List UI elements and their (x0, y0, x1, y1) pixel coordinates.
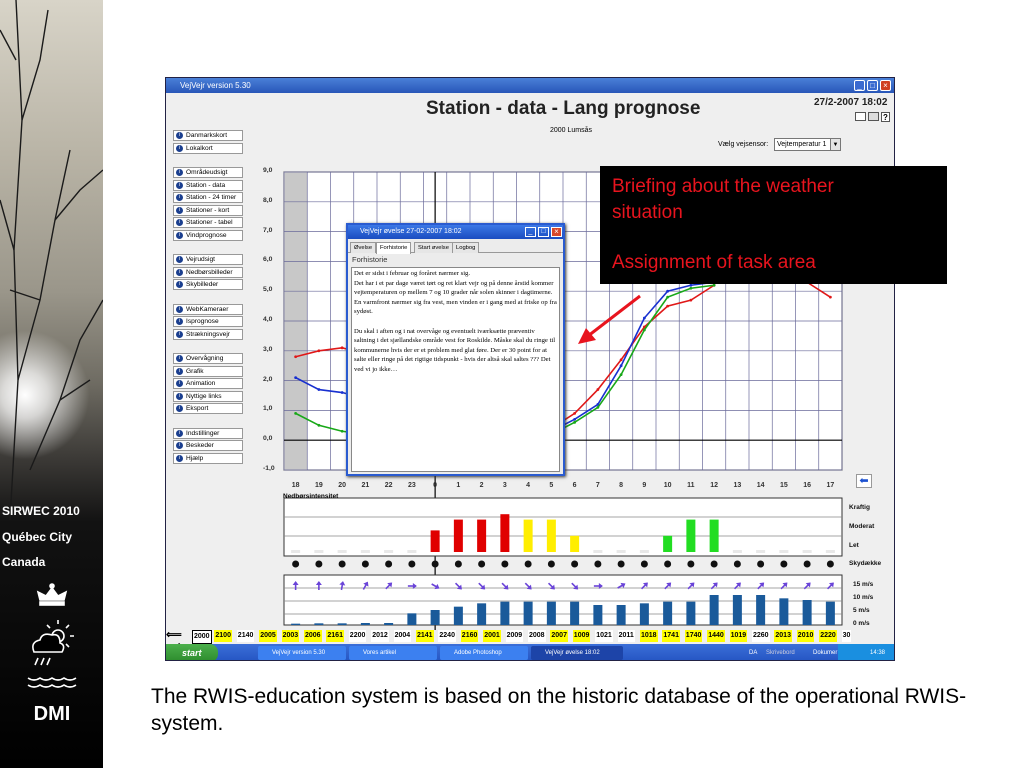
x-tick-label: 8 (619, 482, 624, 489)
year-button[interactable]: 2220 (819, 630, 837, 642)
info-icon: i (176, 405, 183, 412)
precip-bar (500, 514, 509, 552)
year-button[interactable]: 2005 (259, 630, 277, 642)
year-button[interactable]: 2141 (416, 630, 434, 642)
x-tick-label: 15 (779, 482, 788, 489)
precip-bar (710, 520, 719, 552)
station-name: 2000 Lumsås (550, 127, 593, 134)
precip-bar (291, 550, 300, 553)
exercise-dialog (346, 223, 565, 476)
series-point (294, 412, 297, 415)
wind-bar (779, 598, 788, 625)
precip-bar (756, 550, 765, 553)
briefing-textarea[interactable] (351, 267, 560, 472)
tab-start-oevelse[interactable]: Start øvelse (414, 242, 453, 253)
series-point (689, 299, 692, 302)
precip-bar (803, 550, 812, 553)
taskbar-item[interactable]: VejVejr version 5.30 (258, 646, 346, 660)
minimize-icon[interactable]: _ (854, 80, 865, 91)
y-tick-label: 5,0 (263, 286, 273, 294)
series-point (341, 430, 344, 433)
x-tick-label: 18 (291, 482, 300, 489)
cloud-cover-symbol (687, 561, 694, 568)
taskbar-item[interactable]: Adobe Photoshop (440, 646, 528, 660)
wind-bar (314, 623, 323, 625)
year-button[interactable]: 2000 (192, 630, 212, 644)
x-tick-label: 2 (479, 482, 484, 489)
year-button[interactable]: 2004 (394, 630, 412, 642)
cloud-cover-symbol (827, 561, 834, 568)
annotation-box (600, 166, 947, 284)
precip-bar (617, 550, 626, 553)
wind-bar (454, 607, 463, 625)
sidebar-item-label: Overvågning (186, 355, 224, 362)
x-tick-label: 13 (733, 482, 742, 489)
cloud-cover-symbol (525, 561, 532, 568)
cloud-cover-symbol (478, 561, 485, 568)
series-point (596, 406, 599, 409)
windows-taskbar (166, 644, 894, 661)
info-icon: i (176, 232, 183, 239)
y-tick-label: 3,0 (263, 345, 273, 353)
wind-bar (477, 603, 486, 625)
info-icon: i (176, 194, 183, 201)
info-icon: i (176, 430, 183, 437)
year-button[interactable]: 30 (842, 630, 852, 642)
wind-bar (640, 603, 649, 625)
year-button[interactable]: 1741 (662, 630, 680, 642)
x-tick-label: 17 (826, 482, 835, 489)
precip-bar (314, 550, 323, 553)
cloud-cover-symbol (664, 561, 671, 568)
precip-bar (361, 550, 370, 553)
x-tick-label: 14 (756, 482, 765, 489)
info-icon: i (176, 132, 183, 139)
wind-bar (593, 605, 602, 625)
precip-bar (826, 550, 835, 553)
wind-bar (431, 610, 440, 625)
start-label: start (182, 648, 202, 658)
series-point (294, 376, 297, 379)
sidebar-item-label: Stationer - tabel (186, 219, 233, 226)
sensor-label: Vælg vejsensor: (718, 141, 769, 148)
sidebar-item-label: WebKameraer (186, 305, 229, 313)
sidebar-item-label: Nedbørsbilleder (186, 268, 233, 276)
dialog-close-icon[interactable]: × (551, 227, 562, 237)
maximize-icon[interactable]: □ (867, 80, 878, 91)
series-point (620, 364, 623, 367)
sidebar-item-label: Grafik (186, 367, 204, 375)
dialog-subtitle: Forhistorie (352, 255, 388, 264)
annotation-briefing: Briefing about the weather situation (612, 176, 834, 223)
x-tick-label: 23 (407, 482, 416, 489)
cloud-cover-symbol (385, 561, 392, 568)
cloud-cover-symbol (757, 561, 764, 568)
cloud-cover-symbol (432, 561, 439, 568)
tray-documents[interactable]: Dokumer (813, 650, 838, 656)
year-button[interactable]: 2240 (438, 630, 456, 642)
year-button[interactable]: 1009 (573, 630, 591, 642)
precip-bar (524, 520, 533, 552)
precip-bar (733, 550, 742, 553)
cloud-cover-symbol (804, 561, 811, 568)
clock-time: 14:38 (870, 650, 886, 656)
series-point (689, 284, 692, 287)
sidebar-item-label: Vindprognose (186, 231, 227, 239)
year-button[interactable]: 1018 (640, 630, 658, 642)
precip-bar (384, 550, 393, 553)
x-tick-label: 21 (361, 482, 370, 489)
x-tick-label: 3 (502, 482, 507, 489)
sidebar-item-label: Station - data (186, 181, 226, 189)
wind-level-15: 15 m/s (853, 581, 874, 588)
sidebar-item-label: Indstillinger (186, 429, 220, 437)
annotation-assignment: Assignment of task area (612, 252, 816, 273)
sidebar-item-label: Stationer - kort (186, 206, 230, 214)
wind-level-5: 5 m/s (853, 607, 870, 614)
system-clock (838, 644, 894, 661)
wind-bar (733, 595, 742, 625)
conference-name: SIRWEC 2010 (2, 504, 80, 518)
info-icon: i (176, 269, 183, 276)
info-icon: i (176, 145, 183, 152)
info-icon: i (176, 182, 183, 189)
help-icon[interactable]: ? (881, 112, 890, 122)
tree-silhouette (0, 0, 103, 520)
dialog-titlebar (348, 225, 563, 239)
year-button[interactable]: 2003 (282, 630, 300, 642)
y-tick-label: 1,0 (263, 405, 273, 413)
info-icon: i (176, 256, 183, 263)
taskbar-item[interactable]: VejVejr øvelse 18:02 (531, 646, 623, 660)
slide-caption: The RWIS-education system is based on the historic database of the operational RWIS-system. (151, 685, 967, 735)
taskbar-item[interactable]: Vores artikel (349, 646, 437, 660)
precip-bar (547, 520, 556, 552)
info-icon: i (176, 368, 183, 375)
y-tick-label: 7,0 (263, 226, 273, 234)
series-point (341, 346, 344, 349)
year-button[interactable]: 1440 (707, 630, 725, 642)
cloud-cover-symbol (408, 561, 415, 568)
cloud-cover-symbol (548, 561, 555, 568)
briefing-paragraph: Du skal i aften og i nat overvåge og eventuelt iværksætte præventiv saltning i det sjællandske område vest for Roskilde. Måske skal du ringe til kommunerne hvis der er et problem med glat føre. Der er 30 point for at salte eller ringe på det rigtige tidspunkt - hvis der altså skal saltes ??? Det ved vi jo ikke… (354, 327, 556, 373)
y-tick-label: 8,0 (263, 196, 273, 204)
cloud-cover-symbol (571, 561, 578, 568)
year-button[interactable]: 2008 (528, 630, 546, 642)
y-tick-label: 2,0 (263, 375, 273, 383)
series-point (666, 296, 669, 299)
wind-bar (710, 595, 719, 625)
slide-sidebar (0, 0, 103, 768)
wind-bar (570, 602, 579, 625)
conference-country: Canada (2, 555, 46, 569)
dialog-maximize-icon[interactable]: □ (538, 227, 549, 237)
sidebar-item-label: Eksport (186, 405, 209, 412)
x-tick-label: 5 (549, 482, 554, 489)
x-tick-label: 9 (642, 482, 647, 489)
series-point (294, 355, 297, 358)
language-indicator: DA (749, 650, 758, 656)
tab-oevelse[interactable]: Øvelse (350, 242, 376, 253)
start-button[interactable] (166, 644, 218, 661)
precip-level-light: Let (849, 542, 859, 549)
series-point (573, 421, 576, 424)
info-icon: i (176, 169, 183, 176)
x-tick-label: 16 (803, 482, 812, 489)
precip-bar (686, 520, 695, 552)
dmi-logo-text: DMI (33, 703, 71, 725)
y-tick-label: 0,0 (263, 435, 273, 443)
series-point (317, 424, 320, 427)
precip-title: Nedbørsintensitet (283, 493, 339, 500)
info-icon: i (176, 207, 183, 214)
series-point (596, 388, 599, 391)
info-icon: i (176, 380, 183, 387)
year-button[interactable]: 2260 (752, 630, 770, 642)
year-button[interactable]: 2009 (506, 630, 524, 642)
wind-bar (384, 623, 393, 625)
app-window (165, 77, 895, 661)
sidebar-item-label: Vejrudsigt (186, 256, 215, 263)
window-title: VejVejr version 5.30 (180, 81, 251, 90)
x-tick-label: 1 (456, 482, 461, 489)
precip-level-moderate: Moderat (849, 523, 875, 530)
sidebar-item-label: Station - 24 timer (186, 194, 237, 201)
sidebar-item-label: Strækningsvejr (186, 330, 230, 338)
wind-bar (500, 602, 509, 625)
year-button[interactable]: 2007 (550, 630, 568, 642)
info-icon: i (176, 331, 183, 338)
x-tick-label: 0 (433, 482, 438, 489)
precip-bar (663, 536, 672, 552)
wind-bar (524, 602, 533, 625)
y-tick-label: -1,0 (263, 465, 275, 472)
year-button[interactable]: 2140 (237, 630, 255, 642)
cloud-cover-symbol (780, 561, 787, 568)
sidebar-item-label: Isprognose (186, 318, 219, 325)
series-point (317, 388, 320, 391)
y-tick-label: 9,0 (263, 167, 273, 174)
precip-panel (284, 498, 842, 556)
tray-desktop[interactable]: Skrivebord (766, 650, 795, 656)
precip-bar (779, 550, 788, 553)
chevron-down-icon[interactable]: ▼ (830, 138, 841, 151)
wind-level-0: 0 m/s (853, 620, 870, 627)
tab-forhistorie[interactable]: Forhistorie (376, 242, 411, 254)
cloud-cover-symbol (641, 561, 648, 568)
dialog-minimize-icon[interactable]: _ (525, 227, 536, 237)
series-point (317, 349, 320, 352)
cloud-cover-symbol (711, 561, 718, 568)
tab-logbog[interactable]: Logbog (452, 242, 479, 253)
cloud-cover-symbol (315, 561, 322, 568)
year-button[interactable]: 1019 (730, 630, 748, 642)
x-tick-label: 20 (338, 482, 347, 489)
wind-bar (547, 602, 556, 625)
series-point (620, 358, 623, 361)
year-button[interactable]: 2200 (349, 630, 367, 642)
precip-bar (431, 530, 440, 552)
y-tick-label: 4,0 (263, 316, 273, 323)
year-button[interactable]: 2013 (774, 630, 792, 642)
cloud-cover-symbol (339, 561, 346, 568)
cloud-cover-symbol (362, 561, 369, 568)
forecast-datetime: 27/2-2007 18:02 (814, 97, 888, 108)
year-button[interactable]: 2100 (214, 630, 232, 642)
precip-bar (338, 550, 347, 553)
cloud-cover-symbol (455, 561, 462, 568)
cloud-cover-label: Skydække (849, 560, 882, 567)
precip-bar (477, 520, 486, 552)
year-button[interactable]: 2010 (797, 630, 815, 642)
series-point (666, 305, 669, 308)
series-point (829, 296, 832, 299)
year-button[interactable]: 2006 (304, 630, 322, 642)
precip-bar (570, 536, 579, 552)
wind-level-10: 10 m/s (853, 594, 874, 601)
info-icon: i (176, 355, 183, 362)
year-button[interactable]: 1740 (685, 630, 703, 642)
dialog-tabs (348, 242, 563, 253)
wind-bar (338, 623, 347, 625)
sidebar-item-label: Beskeder (186, 442, 214, 449)
cloud-cover-symbol (594, 561, 601, 568)
series-point (341, 391, 344, 394)
series-point (689, 287, 692, 290)
x-tick-label: 19 (314, 482, 323, 489)
back-arrow-icon[interactable]: ⬅ (856, 474, 872, 488)
cloud-cover-symbol (618, 561, 625, 568)
wind-bar (756, 595, 765, 625)
wind-bar (617, 605, 626, 625)
wind-bar (361, 623, 370, 625)
dmi-logo (22, 580, 82, 730)
precip-bar (454, 520, 463, 552)
series-point (573, 412, 576, 415)
cloud-cover-symbol (292, 561, 299, 568)
info-icon: i (176, 393, 183, 400)
scroll-left-arrow-icon[interactable]: ⟸ (166, 629, 182, 641)
x-tick-label: 7 (595, 482, 600, 489)
y-tick-label: 6,0 (263, 256, 273, 264)
x-tick-label: 4 (526, 482, 531, 489)
year-button[interactable]: 1021 (595, 630, 613, 642)
info-icon: i (176, 318, 183, 325)
series-point (713, 284, 716, 287)
info-icon: i (176, 219, 183, 226)
year-button[interactable]: 2001 (483, 630, 501, 642)
sidebar-item-label: Danmarkskort (186, 132, 228, 139)
series-point (620, 373, 623, 376)
x-tick-label: 12 (710, 482, 719, 489)
series-point (666, 290, 669, 293)
precip-bar (593, 550, 602, 553)
wind-bar (663, 602, 672, 625)
sidebar-item-label: Lokalkort (186, 144, 213, 152)
sidebar-item-label: Animation (186, 380, 216, 387)
precip-bar (407, 550, 416, 553)
info-icon: i (176, 455, 183, 462)
info-icon: i (176, 281, 183, 288)
wind-bar (686, 602, 695, 625)
wind-bar (291, 624, 300, 625)
year-button[interactable]: 2160 (461, 630, 479, 642)
year-button[interactable]: 2011 (618, 630, 635, 642)
sidebar-item-label: Nyttige links (186, 392, 222, 400)
cloud-cover-symbol (734, 561, 741, 568)
conference-city: Québec City (2, 530, 73, 544)
wind-bar (407, 613, 416, 625)
precip-level-heavy: Kraftig (849, 504, 870, 511)
info-icon: i (176, 306, 183, 313)
x-tick-label: 10 (663, 482, 672, 489)
sensor-select-value: Vejtemperatur 1 (777, 141, 827, 148)
info-icon: i (176, 442, 183, 449)
x-tick-label: 6 (572, 482, 577, 489)
briefing-paragraph: Det er sidst i februar og foråret nærmer sig. Det har i et par dage været tørt og ret klart vejr og på denne årstid kommer vejtemperaturen op mellem 7 og 10 grader når solen skinner i dagtimerne. En varmfront nærmer sig fra vest, men vinden er i gang med at friske op fra sydøst. (354, 270, 557, 316)
cloud-cover-symbol (501, 561, 508, 568)
year-bar (166, 630, 894, 642)
wind-bar (803, 600, 812, 625)
series-point (573, 418, 576, 421)
year-button[interactable]: 2161 (326, 630, 344, 642)
page-title: Station - data - Lang prognose (426, 98, 701, 119)
dialog-title: VejVejr øvelse 27-02-2007 18:02 (360, 228, 462, 235)
pointer-arrow (570, 290, 650, 350)
year-button[interactable]: 2012 (371, 630, 389, 642)
sidebar-item-label: Områdeudsigt (186, 169, 228, 176)
wind-bar (826, 602, 835, 625)
sidebar-item-label: Skybilleder (186, 281, 219, 288)
precip-bar (640, 550, 649, 553)
sidebar-item-label: Hjælp (186, 454, 204, 462)
close-icon[interactable]: × (880, 80, 891, 91)
x-tick-label: 22 (384, 482, 393, 489)
x-tick-label: 11 (687, 482, 695, 489)
